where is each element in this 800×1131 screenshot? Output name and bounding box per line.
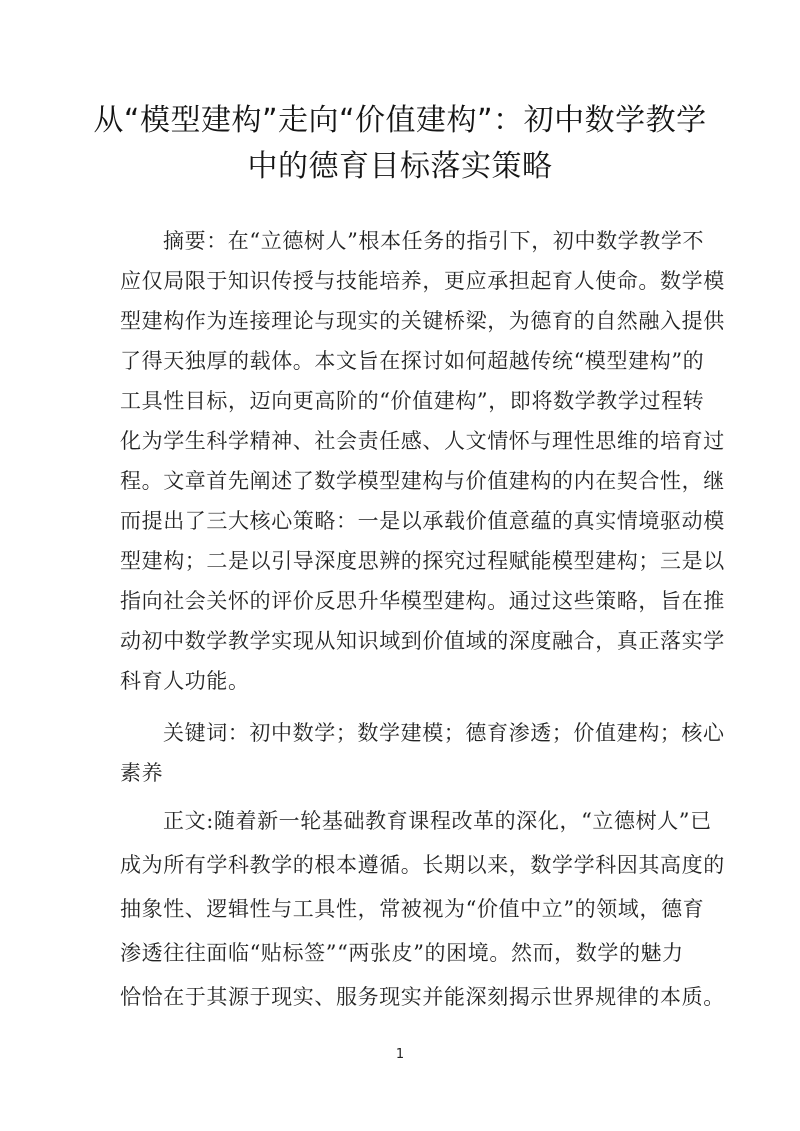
- abstract-line: 化为学生科学精神、社会责任感、人文情怀与理性思维的培育过: [120, 429, 725, 453]
- keywords-line: 素养: [120, 761, 164, 785]
- abstract-line: 程。文章首先阐述了数学模型建构与价值建构的内在契合性，继: [120, 469, 725, 493]
- abstract-line: 型建构；二是以引导深度思辨的探究过程赋能模型建构；三是以: [120, 549, 725, 573]
- body-line: 渗透往往面临“贴标签”“两张皮”的困境。然而，数学的魅力: [120, 941, 684, 965]
- title-line-2: 中的德育目标落实策略: [247, 149, 553, 184]
- abstract-line: 动初中数学教学实现从知识域到价值域的深度融合，真正落实学: [120, 629, 725, 653]
- abstract-line: 摘要：在“立德树人”根本任务的指引下，初中数学教学不: [163, 229, 705, 253]
- document-title: [80, 98, 720, 190]
- abstract-line: 指向社会关怀的评价反思升华模型建构。通过这些策略，旨在推: [120, 589, 725, 613]
- abstract-line: 型建构作为连接理论与现实的关键桥梁，为德育的自然融入提供: [120, 309, 725, 333]
- abstract-line: 工具性目标，迈向更高阶的“价值建构”，即将数学教学过程转: [120, 389, 705, 413]
- keywords-line: 关键词：初中数学；数学建模；德育渗透；价值建构；核心: [163, 721, 725, 745]
- abstract-line: 了得天独厚的载体。本文旨在探讨如何超越传统“模型建构”的: [120, 349, 705, 373]
- abstract-line: 科育人功能。: [120, 669, 250, 693]
- page-number: 1: [395, 1047, 405, 1062]
- body-line: 抽象性、逻辑性与工具性，常被视为“价值中立”的领域，德育: [120, 897, 705, 921]
- abstract-line: 而提出了三大核心策略：一是以承载价值意蕴的真实情境驱动模: [120, 509, 725, 533]
- body-line: 成为所有学科教学的根本遵循。长期以来，数学学科因其高度的: [120, 853, 725, 877]
- body-line: 恰恰在于其源于现实、服务现实并能深刻揭示世界规律的本质。: [120, 985, 725, 1009]
- body-line: 正文:随着新一轮基础教育课程改革的深化，“立德树人”已: [163, 809, 712, 833]
- title-line-1: 从“模型建构”走向“价值建构”：初中数学教学: [93, 103, 707, 138]
- abstract-line: 应仅局限于知识传授与技能培养，更应承担起育人使命。数学模: [120, 269, 725, 293]
